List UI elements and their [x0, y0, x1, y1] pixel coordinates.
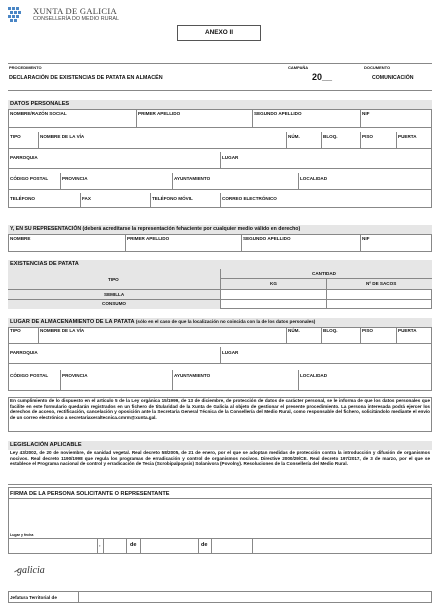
storage-title: LUGAR DE ALMACENAMIENTO DE LA PATATA: [10, 319, 135, 325]
section-representation: Y, EN SU REPRESENTACIÓN (deberá acreditarse la representación fehaciente por cualquier medio válido en derecho): [8, 225, 432, 234]
document-value: COMUNICACIÓN: [372, 75, 414, 81]
st-label-num: NÚM.: [288, 328, 300, 333]
st-label-cp: CÓDIGO POSTAL: [10, 373, 49, 378]
galicia-logo: galicia: [17, 565, 45, 576]
st-label-tipo: TIPO: [10, 328, 21, 333]
label-piso: PISO: [362, 134, 373, 139]
date-de-1: de: [130, 542, 137, 548]
xunta-emblem-icon: [8, 7, 30, 23]
section-personal-data: DATOS PERSONALES: [8, 100, 432, 109]
st-label-lugar: LUGAR: [222, 350, 239, 355]
day-input[interactable]: [104, 539, 126, 553]
signature-area[interactable]: [9, 499, 431, 529]
st-label-piso: PISO: [362, 328, 373, 333]
input-semilla-kg[interactable]: [221, 290, 325, 298]
label-localidad: LOCALIDAD: [300, 176, 328, 181]
month-input[interactable]: [140, 539, 198, 553]
stock-consumo: CONSUMO: [102, 301, 126, 306]
label-lugar: LUGAR: [222, 155, 239, 160]
input-consumo-kg[interactable]: [221, 300, 325, 308]
label-codigo-postal: CÓDIGO POSTAL: [10, 176, 49, 181]
label-via: NOMBRE DE LA VÍA: [40, 134, 85, 139]
privacy-text: En cumplimiento de lo dispuesto en el artículo 5 de la Ley orgánica 15/1999, de 13 de diciembre, de protección de datos de carácter personal, se le informa de que los datos personales que facilite en este formulario quedarán registrados en un fichero de titularidad de la Xunta de Galicia al objeto de gestionar el presente procedimiento. La persona interesada podrá ejercer los derechos de acceso, rectificación, cancelación y oposición ante la Secretaría General Técnica de la Consellería del Medio Rural, como responsable del fichero, solicitándolo mediante el envío de un correo electrónico a secretariaxeraltecnica.cmrm@xunta.gal.: [10, 398, 430, 420]
label-provincia: PROVINCIA: [62, 176, 88, 181]
st-label-localidad: LOCALIDAD: [300, 373, 328, 378]
label-puerta: PUERTA: [398, 134, 417, 139]
campaign-value[interactable]: 20__: [312, 72, 333, 82]
label-segundo-apellido: SEGUNDO APELLIDO: [254, 111, 302, 116]
year-input[interactable]: [212, 539, 252, 553]
input-semilla-sacos[interactable]: [327, 290, 431, 298]
label-bloq: BLOQ.: [323, 134, 338, 139]
xunta-logo: [8, 7, 30, 23]
label-fax: FAX: [82, 196, 91, 201]
label-parroquia: PARROQUIA: [10, 155, 38, 160]
st-label-ayto: AYUNTAMIENTO: [174, 373, 211, 378]
stock-semilla: SEMILLA: [104, 292, 125, 297]
procedure-label: PROCEDIMENTO: [9, 65, 42, 70]
label-telefono: TELÉFONO: [10, 196, 36, 201]
label-movil: TELÉFONO MÓVIL: [152, 196, 193, 201]
label-num: NÚM.: [288, 134, 300, 139]
rep-label-nombre: NOMBRE: [10, 236, 31, 241]
date-de-2: de: [201, 542, 208, 548]
brand-name: XUNTA DE GALICIA: [33, 6, 117, 16]
st-label-bloq: BLOQ.: [323, 328, 338, 333]
rep-label-segundo: SEGUNDO APELLIDO: [243, 236, 291, 241]
label-nombre: NOMBRE/RAZÓN SOCIAL: [10, 111, 67, 116]
legislation-text: Ley 43/2002, de 20 de noviembre, de sanidad vegetal. Real decreto 58/2005, de 21 de enero, por el que se adoptan medidas de protección contra la introducción y difusión de organismos nocivos. Real decreto 1190/1998 que regula los programas de erradicación y control de organismos nocivos. Directive 2000/29/CE. Real decreto 197/2017, de 3 de marzo, por el que se establece el Programa nacional de control y erradicación de Tecia (Scrobipalpopsis) Solanivora (Povolny). Resoluciones de la Consellería del Medio Rural.: [10, 450, 430, 467]
place-input[interactable]: [9, 539, 97, 553]
st-label-parroquia: PARROQUIA: [10, 350, 38, 355]
brand-sub: CONSELLERÍA DO MEDIO RURAL: [33, 16, 119, 22]
document-label: DOCUMENTO: [364, 65, 391, 70]
jefatura-label: Jefatura Territorial de: [10, 595, 57, 600]
section-stock: EXISTENCIAS DE PATATA: [8, 260, 432, 269]
section-legislation: LEGISLACIÓN APLICABLE: [8, 441, 432, 450]
stock-kg: KG: [270, 281, 277, 286]
stock-sacos: Nº DE SACOS: [366, 281, 397, 286]
stock-tipo: TIPO: [108, 277, 119, 282]
jefatura-input[interactable]: [80, 592, 430, 602]
st-label-via: NOMBRE DE LA VÍA: [40, 328, 85, 333]
rep-label-primer: PRIMER APELLIDO: [127, 236, 170, 241]
input-consumo-sacos[interactable]: [327, 300, 431, 308]
label-nif: NIF: [362, 111, 370, 116]
label-ayuntamiento: AYUNTAMIENTO: [174, 176, 211, 181]
signature-title: FIRMA DE LA PERSONA SOLICITANTE O REPRESENTANTE: [10, 491, 170, 497]
label-email: CORREO ELECTRÓNICO: [222, 196, 277, 201]
annex-label: ANEXO II: [204, 29, 234, 36]
label-tipo: TIPO: [10, 134, 21, 139]
st-label-provincia: PROVINCIA: [62, 373, 88, 378]
rep-label-nif: NIF: [362, 236, 370, 241]
place-date-label: Lugar y fecha: [10, 533, 34, 537]
st-label-puerta: PUERTA: [398, 328, 417, 333]
date-comma: ,: [99, 542, 101, 548]
stock-cantidad: CANTIDAD: [312, 271, 336, 276]
storage-note: (sólo en el caso de que la localización no coincida con la de los datos personales): [135, 319, 316, 324]
procedure-value: DECLARACIÓN DE EXISTENCIAS DE PATATA EN ALMACÉN: [9, 75, 163, 81]
campaign-label: CAMPAÑA: [288, 65, 309, 70]
section-storage: [8, 318, 432, 327]
label-primer-apellido: PRIMER APELLIDO: [138, 111, 181, 116]
